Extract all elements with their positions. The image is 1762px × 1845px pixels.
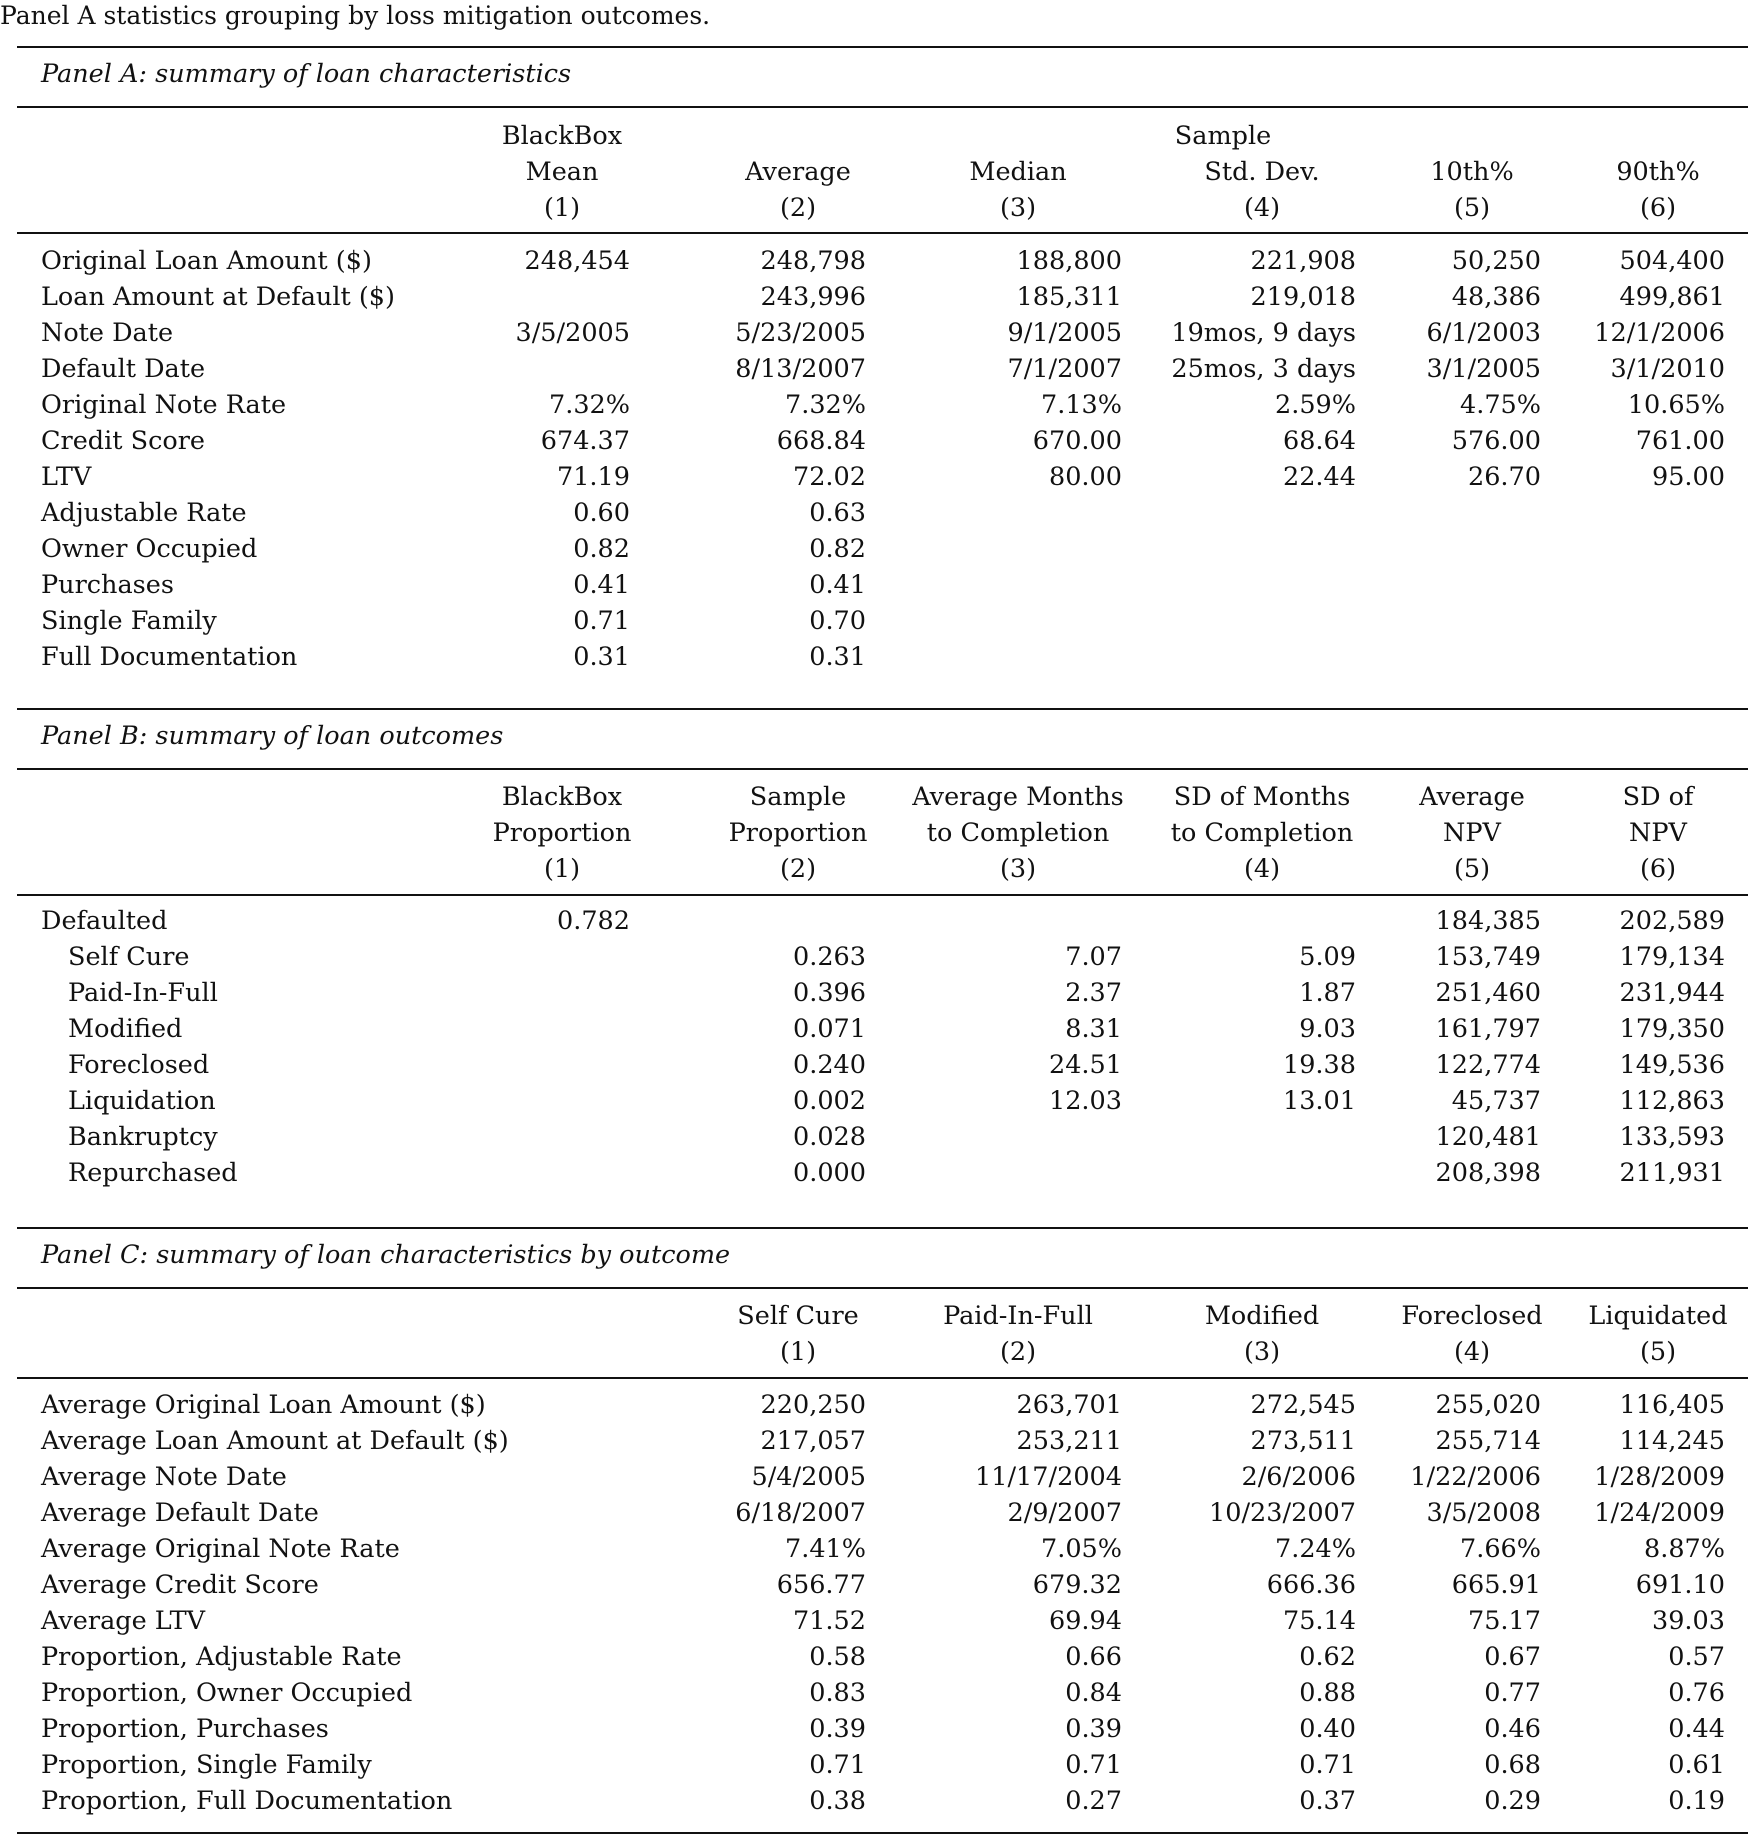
row-label: Loan Amount at Default ($)	[41, 282, 395, 312]
table-cell: 50,250	[1451, 246, 1541, 276]
table-cell: 0.028	[792, 1122, 866, 1152]
table-cell: 273,511	[1250, 1426, 1356, 1456]
rule-top-panel-b	[17, 708, 1748, 710]
table-cell: 0.62	[1299, 1642, 1356, 1672]
table-cell: 75.14	[1282, 1606, 1356, 1636]
table-cell: 3/5/2005	[515, 318, 630, 348]
row-label: Average Credit Score	[41, 1570, 319, 1600]
table-cell: 3/5/2008	[1426, 1498, 1541, 1528]
table-cell: 10/23/2007	[1209, 1498, 1356, 1528]
table-cell: 0.39	[809, 1714, 866, 1744]
table-cell: 11/17/2004	[975, 1462, 1122, 1492]
table-cell: 0.41	[573, 570, 630, 600]
table-cell: 0.70	[809, 606, 866, 636]
table-cell: 12.03	[1048, 1086, 1122, 1116]
row-label: Proportion, Owner Occupied	[41, 1678, 413, 1708]
table-cell: 248,454	[524, 246, 630, 276]
column-header-line: Proportion	[492, 818, 632, 848]
panel-b-title: Panel B: summary of loan outcomes	[41, 721, 504, 751]
rule-panel-b-header	[17, 894, 1748, 896]
table-cell: 0.071	[792, 1014, 866, 1044]
rule-panel-a-header	[17, 232, 1748, 234]
table-cell: 8.31	[1065, 1014, 1122, 1044]
column-header-line: NPV	[1443, 818, 1501, 848]
table-row	[0, 315, 1762, 351]
table-cell: 13.01	[1282, 1086, 1356, 1116]
table-row	[0, 1011, 1762, 1047]
table-cell: 2.59%	[1274, 390, 1356, 420]
table-cell: 7.66%	[1459, 1534, 1541, 1564]
table-cell: 6/1/2003	[1426, 318, 1541, 348]
table-cell: 9/1/2005	[1007, 318, 1122, 348]
table-cell: 0.63	[809, 498, 866, 528]
table-cell: 69.94	[1048, 1606, 1122, 1636]
table-row	[0, 423, 1762, 459]
table-cell: 0.38	[809, 1786, 866, 1816]
table-cell: 665.91	[1451, 1570, 1541, 1600]
table-cell: 7.32%	[548, 390, 630, 420]
column-header-line: SD of	[1622, 782, 1694, 812]
rule-panel-b-title	[17, 768, 1748, 770]
column-header-line: (1)	[543, 193, 581, 223]
rule-panel-c-title	[17, 1287, 1748, 1289]
table-cell: 0.77	[1484, 1678, 1541, 1708]
column-header-line: SD of Months	[1173, 782, 1351, 812]
row-label: Foreclosed	[68, 1050, 210, 1080]
row-label: Note Date	[41, 318, 174, 348]
table-cell: 71.19	[556, 462, 630, 492]
table-cell: 0.83	[809, 1678, 866, 1708]
table-row	[0, 1639, 1762, 1675]
table-cell: 116,405	[1619, 1390, 1725, 1420]
column-header-line: BlackBox	[501, 121, 623, 151]
table-cell: 0.37	[1299, 1786, 1356, 1816]
column-header-line: Median	[969, 157, 1067, 187]
table-row	[0, 459, 1762, 495]
table-cell: 666.36	[1266, 1570, 1356, 1600]
table-cell: 0.29	[1484, 1786, 1541, 1816]
column-header-line: to Completion	[1170, 818, 1354, 848]
row-label: Proportion, Single Family	[41, 1750, 372, 1780]
column-header-line: (6)	[1639, 854, 1677, 884]
column-header-line: 90th%	[1616, 157, 1700, 187]
row-label: Owner Occupied	[41, 534, 258, 564]
table-cell: 674.37	[540, 426, 630, 456]
table-cell: 5/4/2005	[751, 1462, 866, 1492]
table-row	[0, 1083, 1762, 1119]
table-cell: 184,385	[1435, 906, 1541, 936]
table-cell: 26.70	[1467, 462, 1541, 492]
table-cell: 188,800	[1016, 246, 1122, 276]
table-cell: 25mos, 3 days	[1171, 354, 1356, 384]
table-cell: 0.41	[809, 570, 866, 600]
table-cell: 75.17	[1467, 1606, 1541, 1636]
column-header-line: Average	[1419, 782, 1525, 812]
row-label: Proportion, Purchases	[41, 1714, 329, 1744]
table-cell: 0.57	[1668, 1642, 1725, 1672]
column-header-line: (5)	[1453, 854, 1491, 884]
table-cell: 211,931	[1619, 1158, 1725, 1188]
table-cell: 202,589	[1619, 906, 1725, 936]
table-cell: 149,536	[1619, 1050, 1725, 1080]
table-cell: 504,400	[1619, 246, 1725, 276]
table-cell: 0.82	[573, 534, 630, 564]
table-cell: 691.10	[1635, 1570, 1725, 1600]
table-cell: 7.24%	[1274, 1534, 1356, 1564]
table-cell: 24.51	[1048, 1050, 1122, 1080]
table-cell: 80.00	[1048, 462, 1122, 492]
table-cell: 7.07	[1065, 942, 1122, 972]
table-row	[0, 1531, 1762, 1567]
table-cell: 1/28/2009	[1594, 1462, 1725, 1492]
panel-a-title: Panel A: summary of loan characteristics	[41, 59, 572, 89]
table-cell: 0.58	[809, 1642, 866, 1672]
table-cell: 72.02	[792, 462, 866, 492]
column-header-line: Mean	[525, 157, 599, 187]
column-header-line: (4)	[1243, 854, 1281, 884]
table-row	[0, 939, 1762, 975]
row-label: Full Documentation	[41, 642, 298, 672]
table-cell: 0.71	[809, 1750, 866, 1780]
column-header-line: (4)	[1243, 193, 1281, 223]
row-label: Proportion, Adjustable Rate	[41, 1642, 402, 1672]
table-cell: 45,737	[1451, 1086, 1541, 1116]
rule-top-panel-c	[17, 1227, 1748, 1229]
row-label: Single Family	[41, 606, 217, 636]
table-row	[0, 495, 1762, 531]
table-cell: 0.84	[1065, 1678, 1122, 1708]
row-label: Proportion, Full Documentation	[41, 1786, 453, 1816]
column-header-line: (3)	[999, 854, 1037, 884]
table-cell: 2.37	[1065, 978, 1122, 1008]
row-label: Credit Score	[41, 426, 206, 456]
table-cell: 576.00	[1451, 426, 1541, 456]
table-cell: 0.71	[573, 606, 630, 636]
column-header-line: Liquidated	[1588, 1301, 1728, 1331]
table-cell: 179,134	[1619, 942, 1725, 972]
table-cell: 0.002	[792, 1086, 866, 1116]
table-cell: 231,944	[1619, 978, 1725, 1008]
table-cell: 272,545	[1250, 1390, 1356, 1420]
row-label: Paid-In-Full	[68, 978, 218, 1008]
column-header-line: to Completion	[926, 818, 1110, 848]
table-cell: 7/1/2007	[1007, 354, 1122, 384]
table-row	[0, 1387, 1762, 1423]
table-cell: 0.46	[1484, 1714, 1541, 1744]
table-row	[0, 1675, 1762, 1711]
table-cell: 0.31	[573, 642, 630, 672]
table-cell: 255,714	[1435, 1426, 1541, 1456]
table-cell: 0.88	[1299, 1678, 1356, 1708]
table-cell: 0.39	[1065, 1714, 1122, 1744]
column-header-line: BlackBox	[501, 782, 623, 812]
table-cell: 679.32	[1032, 1570, 1122, 1600]
table-cell: 153,749	[1435, 942, 1541, 972]
table-cell: 9.03	[1299, 1014, 1356, 1044]
table-cell: 221,908	[1250, 246, 1356, 276]
table-cell: 5.09	[1299, 942, 1356, 972]
table-row	[0, 1459, 1762, 1495]
table-cell: 7.05%	[1040, 1534, 1122, 1564]
column-header-line: (2)	[779, 854, 817, 884]
table-cell: 0.40	[1299, 1714, 1356, 1744]
table-row	[0, 351, 1762, 387]
table-cell: 1.87	[1299, 978, 1356, 1008]
table-row	[0, 1711, 1762, 1747]
table-caption: Panel A statistics grouping by loss mitigation outcomes.	[0, 1, 711, 30]
table-row	[0, 531, 1762, 567]
row-label: Liquidation	[68, 1086, 216, 1116]
table-cell: 0.76	[1668, 1678, 1725, 1708]
row-label: Average Note Date	[41, 1462, 287, 1492]
column-group-header-sample: Sample	[1174, 121, 1272, 151]
table-cell: 120,481	[1435, 1122, 1541, 1152]
rule-top-panel-a	[17, 46, 1748, 48]
table-cell: 1/22/2006	[1410, 1462, 1541, 1492]
table-cell: 208,398	[1435, 1158, 1541, 1188]
table-row	[0, 1047, 1762, 1083]
row-label: Repurchased	[68, 1158, 238, 1188]
rule-panel-a-title	[17, 106, 1748, 108]
column-header-line: (3)	[1243, 1337, 1281, 1367]
column-header-line: NPV	[1629, 818, 1687, 848]
table-cell: 3/1/2010	[1610, 354, 1725, 384]
table-cell: 185,311	[1016, 282, 1122, 312]
table-cell: 0.61	[1668, 1750, 1725, 1780]
table-cell: 8/13/2007	[735, 354, 866, 384]
table-cell: 251,460	[1435, 978, 1541, 1008]
table-cell: 1/24/2009	[1594, 1498, 1725, 1528]
column-header-line: (5)	[1453, 193, 1491, 223]
column-header-line: (2)	[999, 1337, 1037, 1367]
table-cell: 179,350	[1619, 1014, 1725, 1044]
table-cell: 112,863	[1619, 1086, 1725, 1116]
column-header-line: (1)	[543, 854, 581, 884]
table-cell: 0.263	[792, 942, 866, 972]
table-cell: 95.00	[1651, 462, 1725, 492]
table-row	[0, 1155, 1762, 1191]
table-cell: 217,057	[760, 1426, 866, 1456]
column-header-line: (4)	[1453, 1337, 1491, 1367]
row-label: Average LTV	[41, 1606, 206, 1636]
table-cell: 7.41%	[784, 1534, 866, 1564]
table-cell: 0.68	[1484, 1750, 1541, 1780]
table-cell: 68.64	[1282, 426, 1356, 456]
row-label: Modified	[68, 1014, 183, 1044]
table-cell: 71.52	[792, 1606, 866, 1636]
table-cell: 0.67	[1484, 1642, 1541, 1672]
table-cell: 0.71	[1299, 1750, 1356, 1780]
table-cell: 0.31	[809, 642, 866, 672]
table-cell: 7.13%	[1040, 390, 1122, 420]
row-label: Average Original Note Rate	[41, 1534, 400, 1564]
table-cell: 0.82	[809, 534, 866, 564]
table-cell: 6/18/2007	[735, 1498, 866, 1528]
rule-panel-c-header	[17, 1377, 1748, 1379]
column-header-line: (5)	[1639, 1337, 1677, 1367]
table-row	[0, 639, 1762, 675]
table-cell: 4.75%	[1459, 390, 1541, 420]
table-cell: 0.000	[792, 1158, 866, 1188]
table-cell: 7.32%	[784, 390, 866, 420]
table-cell: 19mos, 9 days	[1171, 318, 1356, 348]
table-cell: 761.00	[1635, 426, 1725, 456]
panel-c-title: Panel C: summary of loan characteristics by outcome	[41, 1240, 731, 1270]
row-label: LTV	[41, 462, 92, 492]
table-row	[0, 1747, 1762, 1783]
column-header-line: (6)	[1639, 193, 1677, 223]
table-cell: 248,798	[760, 246, 866, 276]
table-cell: 0.60	[573, 498, 630, 528]
table-row	[0, 387, 1762, 423]
table-cell: 263,701	[1016, 1390, 1122, 1420]
column-header-line: (1)	[779, 1337, 817, 1367]
row-label: Purchases	[41, 570, 174, 600]
row-label: Bankruptcy	[68, 1122, 218, 1152]
row-label: Original Note Rate	[41, 390, 287, 420]
table-cell: 5/23/2005	[735, 318, 866, 348]
column-header-line: Sample	[749, 782, 847, 812]
table-cell: 2/6/2006	[1241, 1462, 1356, 1492]
column-header-line: Proportion	[728, 818, 868, 848]
row-label: Default Date	[41, 354, 206, 384]
table-cell: 0.44	[1668, 1714, 1725, 1744]
table-cell: 133,593	[1619, 1122, 1725, 1152]
column-header-line: (3)	[999, 193, 1037, 223]
row-label: Adjustable Rate	[41, 498, 247, 528]
table-cell: 0.782	[556, 906, 630, 936]
table-cell: 656.77	[776, 1570, 866, 1600]
table-cell: 10.65%	[1627, 390, 1725, 420]
table-row	[0, 1603, 1762, 1639]
table-row	[0, 243, 1762, 279]
table-row	[0, 1567, 1762, 1603]
table-row	[0, 1119, 1762, 1155]
column-header-line: Paid-In-Full	[943, 1301, 1093, 1331]
table-cell: 219,018	[1250, 282, 1356, 312]
table-cell: 8.87%	[1643, 1534, 1725, 1564]
row-label: Average Loan Amount at Default ($)	[41, 1426, 509, 1456]
table-cell: 499,861	[1619, 282, 1725, 312]
table-cell: 253,211	[1016, 1426, 1122, 1456]
table-cell: 114,245	[1619, 1426, 1725, 1456]
column-header-line: Modified	[1204, 1301, 1320, 1331]
column-header-line: Average	[745, 157, 851, 187]
table-cell: 0.71	[1065, 1750, 1122, 1780]
table-cell: 668.84	[776, 426, 866, 456]
table-cell: 0.66	[1065, 1642, 1122, 1672]
column-header-line: Self Cure	[737, 1301, 859, 1331]
table-cell: 0.27	[1065, 1786, 1122, 1816]
table-cell: 161,797	[1435, 1014, 1541, 1044]
table-row	[0, 975, 1762, 1011]
column-header-line: Std. Dev.	[1204, 157, 1320, 187]
table-cell: 0.240	[792, 1050, 866, 1080]
table-row	[0, 567, 1762, 603]
table-cell: 3/1/2005	[1426, 354, 1541, 384]
table-row	[0, 279, 1762, 315]
table-cell: 39.03	[1651, 1606, 1725, 1636]
row-label: Defaulted	[41, 906, 168, 936]
table-row	[0, 1495, 1762, 1531]
rule-bottom	[17, 1832, 1748, 1834]
table-cell: 12/1/2006	[1594, 318, 1725, 348]
table-cell: 19.38	[1282, 1050, 1356, 1080]
table-cell: 0.396	[792, 978, 866, 1008]
table-cell: 255,020	[1435, 1390, 1541, 1420]
table-cell: 122,774	[1435, 1050, 1541, 1080]
table-cell: 220,250	[760, 1390, 866, 1420]
table-cell: 22.44	[1282, 462, 1356, 492]
column-header-line: Foreclosed	[1401, 1301, 1543, 1331]
table-cell: 0.19	[1668, 1786, 1725, 1816]
table-row	[0, 1783, 1762, 1819]
column-header-line: (2)	[779, 193, 817, 223]
row-label: Original Loan Amount ($)	[41, 246, 372, 276]
table-row	[0, 1423, 1762, 1459]
column-header-line: Average Months	[912, 782, 1124, 812]
table-cell: 243,996	[760, 282, 866, 312]
table-cell: 670.00	[1032, 426, 1122, 456]
row-label: Average Default Date	[41, 1498, 319, 1528]
table-row	[0, 603, 1762, 639]
table-cell: 48,386	[1451, 282, 1541, 312]
column-header-line: 10th%	[1430, 157, 1514, 187]
table-row	[0, 903, 1762, 939]
table-cell: 2/9/2007	[1007, 1498, 1122, 1528]
row-label: Average Original Loan Amount ($)	[41, 1390, 486, 1420]
row-label: Self Cure	[68, 942, 190, 972]
